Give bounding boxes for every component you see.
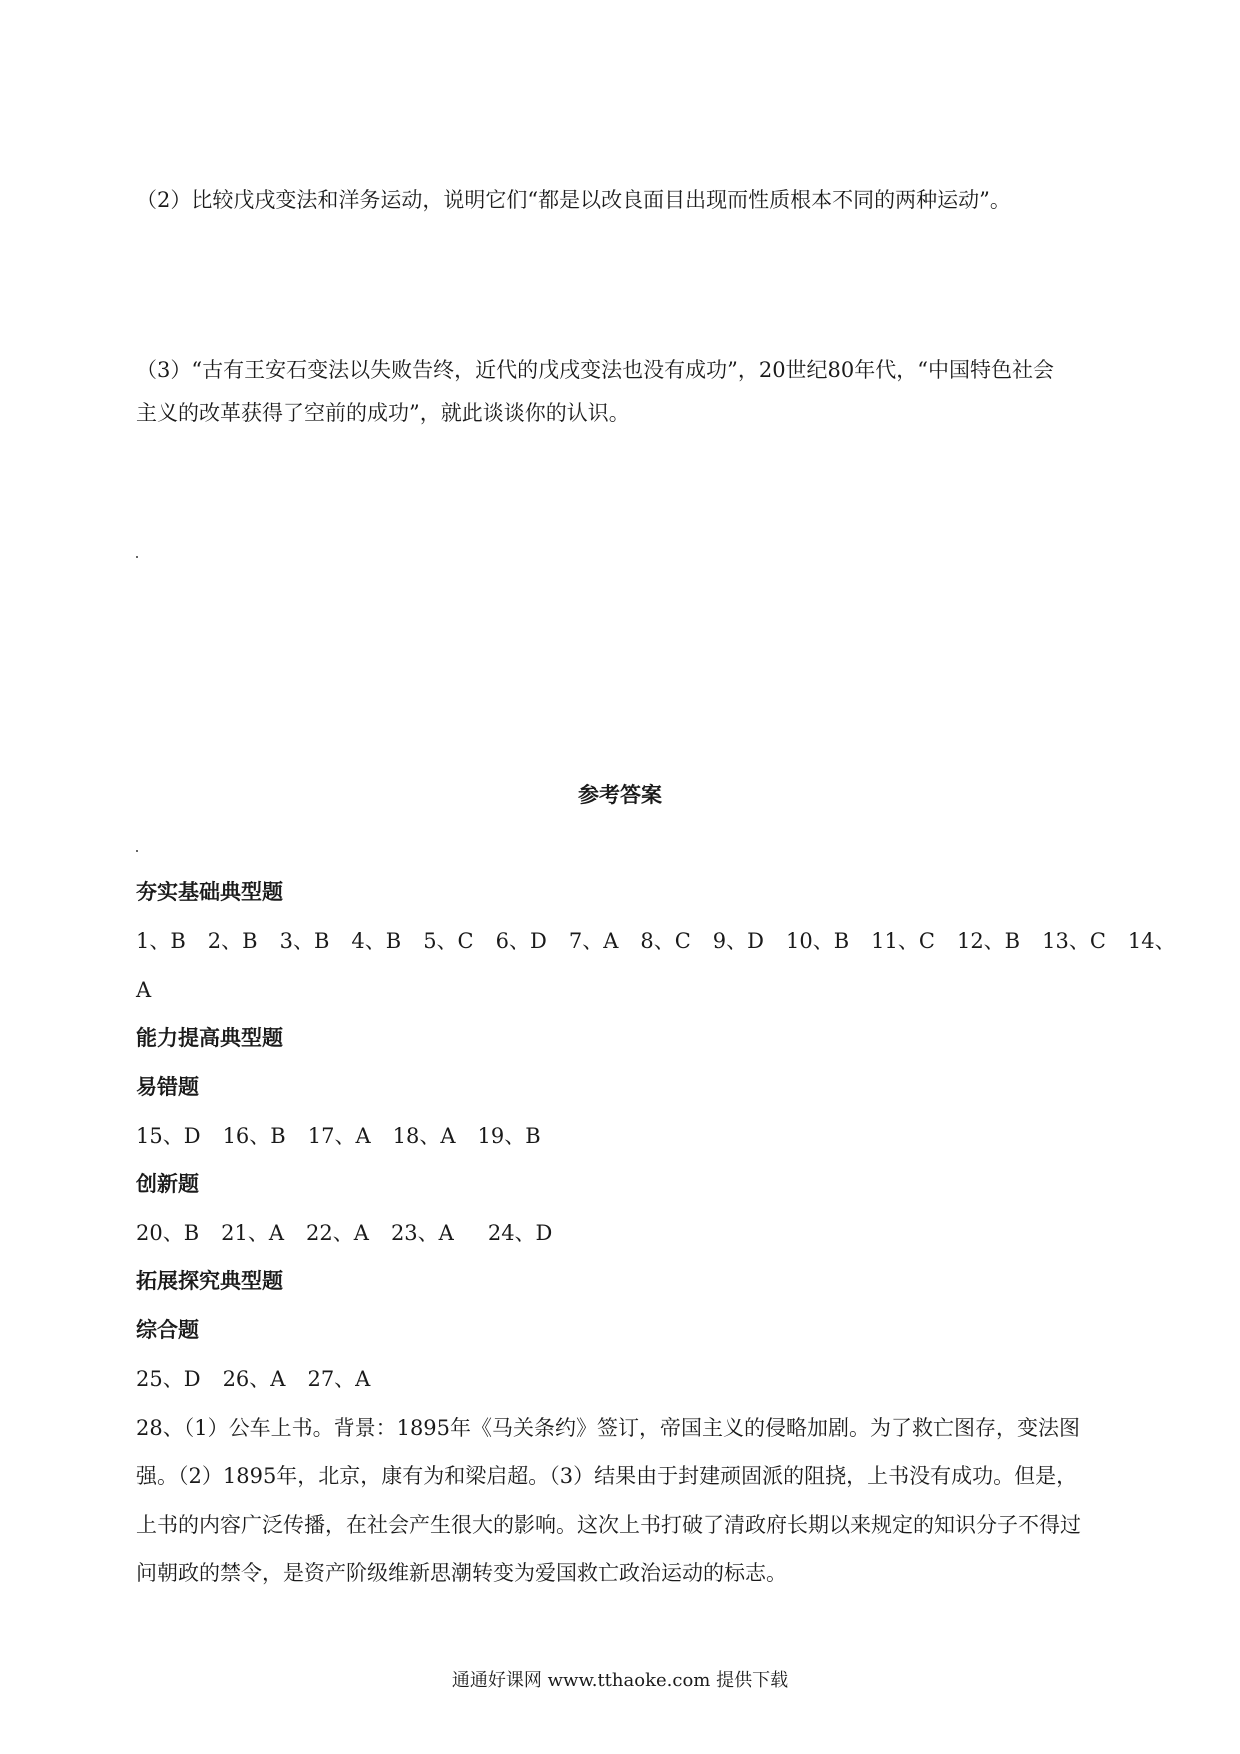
page-footer: 通通好课网 www.tthaoke.com 提供下载 xyxy=(451,1670,789,1691)
error-answers-row xyxy=(136,1121,563,1151)
comprehensive-answers-row xyxy=(136,1364,392,1394)
stray-mark xyxy=(136,850,138,852)
answer-item: 23、A xyxy=(390,1221,454,1245)
innovation-heading: 创新题 xyxy=(136,1171,199,1196)
answer-item: 2、B xyxy=(207,929,258,953)
answer-item: 19、B xyxy=(477,1124,541,1148)
answer-item: 27、A xyxy=(307,1367,371,1391)
answer-item: 16、B xyxy=(222,1124,286,1148)
question-2: （2）比较戊戌变法和洋务运动，说明它们“都是以改良面目出现而性质根本不同的两种运动”。 xyxy=(136,188,1011,212)
answer-item: 1、B xyxy=(136,929,186,953)
answer-item: 6、D xyxy=(495,929,547,953)
answer-28-line-2: 强。（2）1895年，北京，康有为和梁启超。（3）结果由于封建顽固派的阻挠，上书没有成功。但是， xyxy=(136,1464,1078,1488)
answer-28-line-3: 上书的内容广泛传播，在社会产生很大的影响。这次上书打破了清政府长期以来规定的知识分子不得过 xyxy=(136,1513,1081,1537)
answer-item: 24、D xyxy=(487,1221,553,1245)
ability-heading: 能力提高典型题 xyxy=(136,1025,283,1050)
answer-item: 14、 xyxy=(1127,929,1176,953)
answer-28-line-4: 问朝政的禁令，是资产阶级维新思潮转变为爱国救亡政治运动的标志。 xyxy=(136,1561,787,1585)
stray-mark xyxy=(136,556,138,558)
basic-answers-row xyxy=(136,926,1176,956)
answer-item: 13、C xyxy=(1042,929,1106,953)
answer-item: 5、C xyxy=(423,929,474,953)
answer-item: 9、D xyxy=(712,929,764,953)
answer-item: 21、A xyxy=(221,1221,285,1245)
answer-item: 22、A xyxy=(306,1221,369,1245)
answer-item: 25、D xyxy=(136,1367,201,1391)
answer-item: 18、A xyxy=(392,1124,456,1148)
extend-heading: 拓展探究典型题 xyxy=(136,1268,283,1293)
answer-item: 12、B xyxy=(956,929,1021,953)
answer-item: 26、A xyxy=(222,1367,286,1391)
innovation-answers-row xyxy=(136,1218,574,1248)
answer-item: 3、B xyxy=(279,929,330,953)
answer-item: 11、C xyxy=(871,929,935,953)
question-3-line-1: （3）“古有王安石变法以失败告终，近代的戊戌变法也没有成功”，20世纪80年代，“中国特色社会 xyxy=(136,358,1055,382)
error-heading: 易错题 xyxy=(136,1074,199,1099)
comprehensive-heading: 综合题 xyxy=(136,1317,199,1342)
basic-heading: 夯实基础典型题 xyxy=(136,879,283,904)
answer-item: 17、A xyxy=(307,1124,371,1148)
basic-answers-wrap: A xyxy=(136,978,152,1002)
answer-28-line-1: 28、（1）公车上书。背景：1895年《马关条约》签订，帝国主义的侵略加剧。为了救亡图存，变法图 xyxy=(136,1416,1081,1440)
answer-item: 20、B xyxy=(136,1221,200,1245)
question-3-line-2: 主义的改革获得了空前的成功”，就此谈谈你的认识。 xyxy=(136,401,630,425)
answer-item: 15、D xyxy=(136,1124,201,1148)
answers-title: 参考答案 xyxy=(578,782,662,807)
answer-item: 8、C xyxy=(640,929,691,953)
answer-item: 4、B xyxy=(351,929,402,953)
answer-item: 10、B xyxy=(786,929,850,953)
answer-item: 7、A xyxy=(568,929,619,953)
